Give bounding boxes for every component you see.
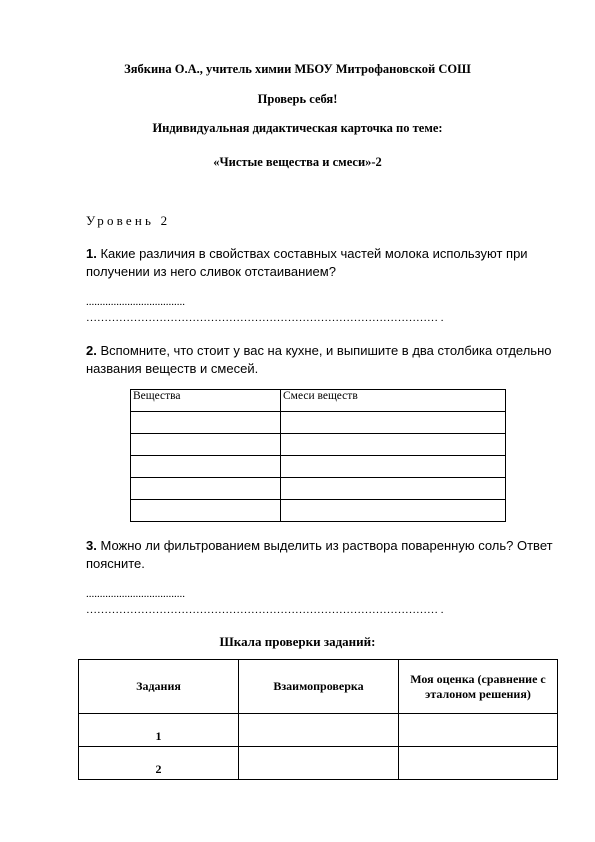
author-line: Зябкина О.А., учитель химии МБОУ Митрофановской СОШ (124, 62, 471, 76)
scale-cell (239, 714, 399, 747)
table-cell (281, 478, 506, 500)
table-cell (131, 412, 281, 434)
scale-title: Шкала проверки заданий: (219, 634, 376, 649)
question-1-text: Какие различия в свойствах составных частей молока используют при получении из него сливок отстаиванием? (86, 246, 528, 279)
question-1-number: 1. (86, 246, 97, 261)
table-row (131, 478, 506, 500)
table-row (131, 456, 506, 478)
header-substances: Вещества (131, 390, 281, 412)
question-3 (86, 537, 556, 573)
scale-header-peer-check: Взаимопроверка (239, 660, 399, 714)
check-title: Проверь себя! (257, 92, 338, 106)
scale-header-row (79, 660, 558, 714)
table-cell (281, 456, 506, 478)
level-label: Уровень 2 (86, 213, 171, 228)
scale-row (79, 747, 558, 780)
header-mixtures: Смеси веществ (281, 390, 506, 412)
scale-row-number: 2 (79, 747, 239, 780)
question-2-number: 2. (86, 343, 97, 358)
table-row (131, 412, 506, 434)
table-cell (281, 500, 506, 522)
question-3-number: 3. (86, 538, 97, 553)
question-1 (86, 245, 556, 281)
scale-cell (399, 747, 558, 780)
table-cell (131, 478, 281, 500)
scale-header-self-grade: Моя оценка (сравнение с эталоном решения) (399, 660, 558, 714)
topic-title: «Чистые вещества и смеси»-2 (213, 155, 382, 169)
table-cell (131, 456, 281, 478)
table-cell (281, 412, 506, 434)
table-cell (131, 434, 281, 456)
question-3-text: Можно ли фильтрованием выделить из раствора поваренную соль? Ответ поясните. (86, 538, 553, 571)
question-2 (86, 342, 556, 378)
answer-line-3-short: .................................... (86, 588, 185, 600)
table-header-row (131, 390, 506, 412)
scale-row (79, 714, 558, 747)
table-row (131, 500, 506, 522)
substances-table (130, 389, 506, 522)
scale-row-number: 1 (79, 714, 239, 747)
table-cell (131, 500, 281, 522)
answer-line-1-short: .................................... (86, 296, 185, 308)
scale-cell (399, 714, 558, 747)
answer-line-1-long: …………………………………………………………………………………… . (86, 312, 444, 324)
scale-table (78, 659, 558, 780)
scale-header-tasks: Задания (79, 660, 239, 714)
table-cell (281, 434, 506, 456)
scale-cell (239, 747, 399, 780)
table-row (131, 434, 506, 456)
answer-line-3-long: …………………………………………………………………………………… . (86, 604, 444, 616)
card-title: Индивидуальная дидактическая карточка по теме: (152, 121, 443, 135)
question-2-text: Вспомните, что стоит у вас на кухне, и выпишите в два столбика отдельно названия веществ и смесей. (86, 343, 552, 376)
